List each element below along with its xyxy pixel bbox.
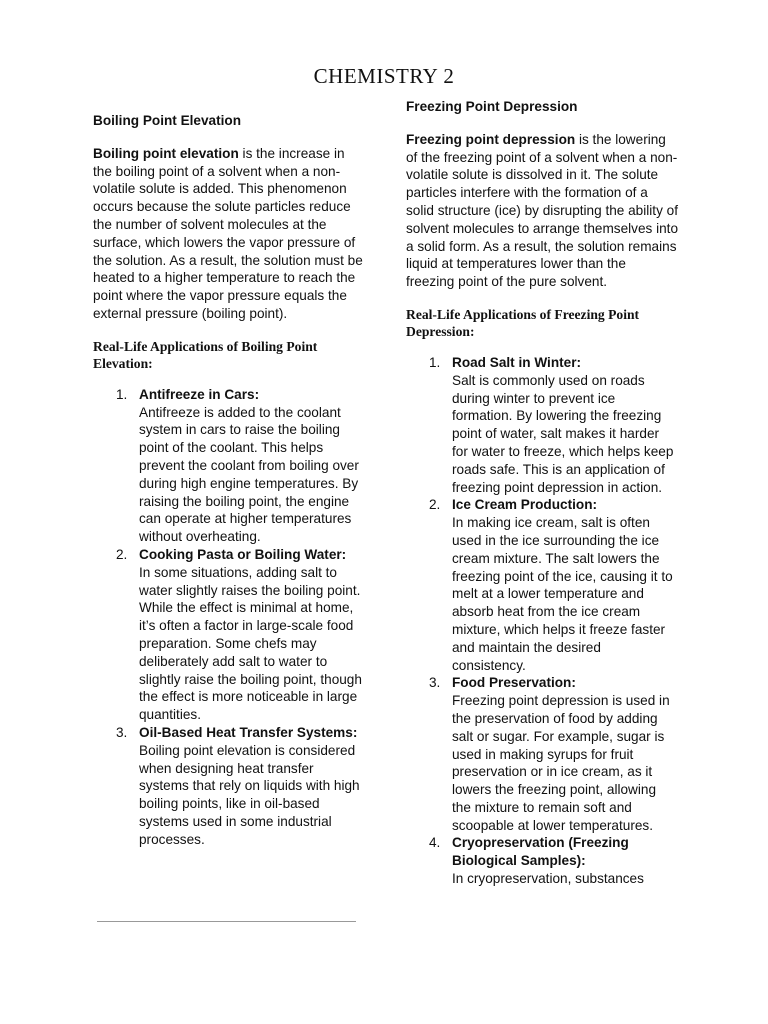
list-item <box>406 674 678 834</box>
applications-heading-boiling: Real-Life Applications of Boiling Point Elevation: <box>93 338 318 371</box>
list-item <box>93 546 365 724</box>
list-item-body: Antifreeze is added to the coolant system in cars to raise the boiling point of the coolant. This helps prevent the coolant from boiling over during high engine temperatures. By raising the boiling point, the engine can operate at higher temperatures without overheating. <box>139 404 359 545</box>
list-item-title: Cooking Pasta or Boiling Water: <box>139 546 347 562</box>
term-boiling: Boiling point elevation <box>93 145 239 161</box>
list-item-number: 1. <box>116 386 128 402</box>
right-column <box>406 98 678 888</box>
definition-boiling <box>93 145 365 323</box>
list-item-number: 3. <box>116 724 128 740</box>
list-item-body: In cryopreservation, substances <box>452 871 644 887</box>
list-item-body: In making ice cream, salt is often used in the ice surrounding the ice cream mixture. The salt lowers the freezing point of the ice, causing it to melt at a lower temperature and absorb heat from the ice cream mixture, which helps it freeze faster and maintain the desired consistency. <box>452 515 673 673</box>
list-item <box>93 724 365 849</box>
list-item-title: Ice Cream Production: <box>452 497 598 513</box>
list-item <box>406 354 678 496</box>
footnote-divider <box>97 921 356 922</box>
list-item-number: 2. <box>429 497 441 513</box>
list-item-title: Cryopreservation (Freezing Biological Samples): <box>452 835 629 869</box>
section-heading-boiling: Boiling Point Elevation <box>93 113 242 128</box>
list-item-title: Road Salt in Winter: <box>452 354 582 370</box>
left-column <box>93 112 365 848</box>
definition-text-boiling: is the increase in the boiling point of a solvent when a non-volatile solute is added. This phenomenon occurs because the solute particles reduce the number of solvent molecules at the surface, which lowers the vapor pressure of the solution. As a result, the solution must be heated to a higher temperature to reach the point where the vapor pressure equals the external pressure (boiling point). <box>93 145 363 321</box>
applications-list-boiling <box>93 386 365 849</box>
list-item-title: Food Preservation: <box>452 675 576 691</box>
list-item <box>406 834 678 887</box>
list-item-title: Oil-Based Heat Transfer Systems: <box>139 724 358 740</box>
list-item <box>406 496 678 674</box>
list-item-number: 3. <box>429 675 441 691</box>
list-item-body: Salt is commonly used on roads during winter to prevent ice formation. By lowering the freezing point of water, salt makes it harder for water to freeze, which helps keep roads safe. This is an application of freezing point depression in action. <box>452 372 674 495</box>
list-item-number: 4. <box>429 835 441 851</box>
list-item-number: 1. <box>429 354 441 370</box>
list-item-body: Boiling point elevation is considered when designing heat transfer systems that rely on liquids with high boiling points, like in oil-based systems used in some industrial processes. <box>139 742 360 847</box>
list-item <box>93 386 365 546</box>
list-item-body: Freezing point depression is used in the preservation of food by adding salt or sugar. For example, sugar is used in making syrups for fruit preservation or in ice cream, as it lowers the freezing point, allowing the mixture to remain soft and scoopable at lower temperatures. <box>452 693 670 833</box>
definition-freezing <box>406 131 678 291</box>
section-heading-freezing: Freezing Point Depression <box>406 99 578 114</box>
list-item-body: In some situations, adding salt to water slightly raises the boiling point. While the effect is minimal at home, it’s often a factor in large-scale food preparation. Some chefs may deliberately add salt to water to slightly raise the boiling point, though the effect is more noticeable in large quantities. <box>139 564 362 723</box>
applications-heading-freezing: Real-Life Applications of Freezing Point Depression: <box>406 306 640 339</box>
list-item-title: Antifreeze in Cars: <box>139 386 260 402</box>
list-item-number: 2. <box>116 546 128 562</box>
term-freezing: Freezing point depression <box>406 131 576 147</box>
applications-list-freezing <box>406 354 678 888</box>
page-title: CHEMISTRY 2 <box>313 64 455 88</box>
definition-text-freezing: is the lowering of the freezing point of a solvent when a non-volatile solute is dissolved in it. The solute particles interfere with the formation of a solid structure (ice) by disrupting the ability of solvent molecules to arrange themselves into a solid form. As a result, the solution remains liquid at temperatures lower than the freezing point of the pure solvent. <box>406 131 679 290</box>
